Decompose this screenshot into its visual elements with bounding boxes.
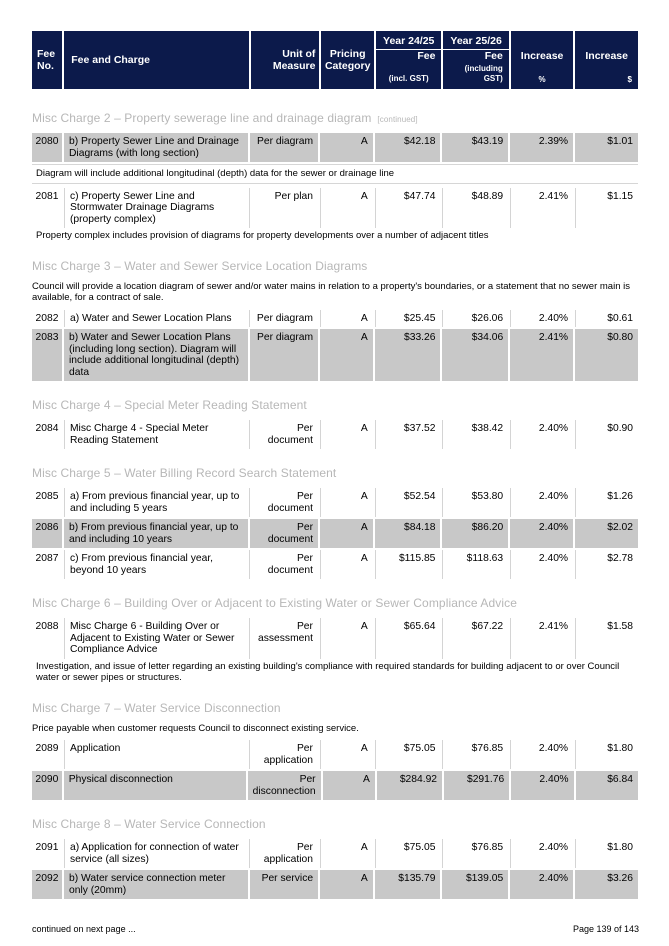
section-title: Misc Charge 3 – Water and Sewer Service Location Diagrams	[32, 258, 368, 273]
increase-pct: 2.41%	[510, 618, 573, 659]
fee-no: 2091	[32, 839, 62, 868]
table-row	[32, 550, 638, 579]
unit-of-measure: Per diagram	[250, 133, 318, 162]
header-year-2526-label: Year 25/26	[450, 35, 502, 47]
header-fee-no: Fee No.	[32, 31, 62, 89]
header-increase-pct-sub: %	[538, 75, 546, 84]
table-row	[32, 188, 638, 229]
table-row	[32, 519, 638, 548]
fee-2425: $42.18	[375, 133, 441, 162]
fee-description: Misc Charge 6 - Building Over or Adjacent to Existing Water or Sewer Compliance Advice	[64, 618, 248, 659]
page-number: Page 139 of 143	[572, 924, 639, 934]
fee-2425: $33.26	[375, 329, 441, 381]
fee-no: 2087	[32, 550, 62, 579]
table-row	[32, 870, 638, 899]
fee-description: Application	[64, 740, 248, 769]
continued-label: [continued]	[377, 115, 418, 124]
section-note: Price payable when customer requests Council to disconnect existing service.	[32, 722, 359, 734]
fee-2526: $139.05	[442, 870, 508, 899]
fee-2526: $38.42	[442, 420, 508, 449]
fee-no: 2081	[32, 188, 62, 229]
increase-dol: $1.01	[575, 133, 638, 162]
section-title: Misc Charge 6 – Building Over or Adjacent to Existing Water or Sewer Compliance Advice	[32, 596, 518, 610]
pricing-category: A	[320, 488, 373, 517]
fee-2526: $118.63	[442, 550, 508, 579]
fee-no: 2082	[32, 310, 62, 328]
continued-note: continued on next page ...	[32, 924, 136, 934]
unit-of-measure: Per document	[249, 550, 318, 579]
section-title: Misc Charge 5 – Water Billing Record Search Statement	[32, 466, 337, 480]
unit-of-measure: Per service	[250, 870, 318, 899]
section-title: Misc Charge 4 – Special Meter Reading Statement	[32, 398, 307, 412]
fee-2526: $34.06	[442, 329, 508, 381]
fee-no: 2084	[32, 420, 62, 449]
increase-pct: 2.40%	[510, 870, 573, 899]
unit-of-measure: Per diagram	[250, 329, 318, 381]
fee-2425: $52.54	[375, 488, 441, 517]
fee-description: a) Water and Sewer Location Plans	[64, 310, 248, 328]
unit-of-measure: Per document	[250, 519, 318, 548]
pricing-category: A	[320, 618, 373, 659]
fee-description: Misc Charge 4 - Special Meter Reading Statement	[64, 420, 248, 449]
pricing-category: A	[320, 839, 373, 868]
unit-of-measure: Per application	[249, 839, 318, 868]
increase-dol: $0.80	[575, 329, 638, 381]
increase-pct: 2.40%	[510, 519, 573, 548]
pricing-category: A	[320, 519, 373, 548]
fee-no: 2090	[32, 771, 62, 800]
unit-of-measure: Per plan	[249, 188, 318, 229]
pricing-category: A	[320, 550, 373, 579]
increase-dol: $0.90	[575, 420, 638, 449]
section-note: Investigation, and issue of letter regarding an existing building's compliance with required standards for building adjacent to or over Council water or sewer pipes or structures.	[36, 660, 620, 683]
unit-of-measure: Per document	[249, 488, 318, 517]
pricing-category: A	[320, 133, 373, 162]
fee-description: Physical disconnection	[64, 771, 246, 800]
fee-no: 2086	[32, 519, 62, 548]
fee-schedule-page	[32, 31, 638, 901]
increase-pct: 2.39%	[510, 133, 573, 162]
header-increase-pct	[511, 31, 574, 89]
fee-description: b) Water and Sewer Location Plans (including long section). Diagram will include additional longitudinal (depth) data	[64, 329, 248, 381]
increase-dol: $0.61	[575, 310, 638, 328]
increase-dol: $1.26	[575, 488, 638, 517]
fee-description: a) Application for connection of water service (all sizes)	[64, 839, 248, 868]
header-year-2526-fee: Fee	[484, 50, 503, 62]
section-title	[32, 111, 638, 125]
fee-2425: $37.52	[375, 420, 441, 449]
table-row	[32, 839, 638, 868]
header-increase-dol	[575, 31, 638, 89]
fee-no: 2089	[32, 740, 62, 769]
section-title: Misc Charge 7 – Water Service Disconnection	[32, 700, 281, 715]
increase-pct: 2.40%	[510, 488, 573, 517]
fee-2425: $25.45	[375, 310, 441, 328]
fee-2526: $53.80	[442, 488, 508, 517]
header-year-2425-sub: (incl. GST)	[388, 74, 429, 83]
fee-2425: $115.85	[375, 550, 441, 579]
increase-pct: 2.40%	[510, 310, 573, 328]
increase-dol: $1.80	[575, 839, 638, 868]
header-increase-pct-label: Increase	[520, 50, 564, 62]
fee-2425: $65.64	[375, 618, 441, 659]
fee-no: 2092	[32, 870, 62, 899]
header-increase-dol-sub: $	[627, 75, 632, 84]
fee-2425: $135.79	[375, 870, 441, 899]
fee-2526: $86.20	[442, 519, 508, 548]
fee-2526: $76.85	[442, 740, 508, 769]
page-footer	[32, 924, 639, 934]
fee-description: c) From previous financial year, beyond 10 years	[64, 550, 248, 579]
pricing-category: A	[320, 329, 373, 381]
increase-pct: 2.41%	[510, 329, 573, 381]
fee-2526: $43.19	[442, 133, 508, 162]
fee-2425: $75.05	[375, 740, 441, 769]
section-title-text: Misc Charge 2 – Property sewerage line and drainage diagram	[32, 111, 372, 125]
table-row	[32, 618, 638, 659]
row-note: Diagram will include additional longitudinal (depth) data for the sewer or drainage line	[32, 164, 638, 184]
increase-pct: 2.40%	[510, 550, 573, 579]
increase-pct: 2.40%	[511, 771, 573, 800]
unit-of-measure: Per disconnection	[248, 771, 321, 800]
fee-2526: $48.89	[442, 188, 508, 229]
fee-no: 2085	[32, 488, 62, 517]
pricing-category: A	[320, 870, 373, 899]
header-unit: Unit of Measure	[251, 31, 320, 89]
fee-2425: $84.18	[375, 519, 441, 548]
increase-dol: $2.78	[575, 550, 638, 579]
unit-of-measure: Per diagram	[249, 310, 318, 328]
header-year-2526-sub: (including GST)	[464, 64, 503, 83]
fee-no: 2080	[32, 133, 62, 162]
pricing-category: A	[323, 771, 375, 800]
increase-pct: 2.40%	[510, 420, 573, 449]
header-year-2425	[376, 31, 441, 89]
fee-no: 2088	[32, 618, 62, 659]
increase-dol: $3.26	[575, 870, 638, 899]
increase-pct: 2.40%	[510, 740, 573, 769]
fee-2425: $47.74	[375, 188, 441, 229]
header-year-2526	[443, 31, 508, 89]
unit-of-measure: Per application	[249, 740, 318, 769]
fee-2425: $75.05	[375, 839, 441, 868]
table-row	[32, 310, 638, 328]
increase-pct: 2.40%	[510, 839, 573, 868]
increase-dol: $6.84	[576, 771, 638, 800]
fee-2425: $284.92	[377, 771, 442, 800]
fee-description: c) Property Sewer Line and Stormwater Drainage Diagrams (property complex)	[64, 188, 248, 229]
increase-pct: 2.41%	[510, 188, 573, 229]
row-note: Property complex includes provision of diagrams for property developments over a number of adjacent titles	[36, 230, 489, 241]
table-row	[32, 488, 638, 517]
table-row	[32, 329, 638, 381]
table-row	[32, 420, 638, 449]
table-row	[32, 133, 638, 162]
fee-description: b) Property Sewer Line and Drainage Diagrams (with long section)	[64, 133, 248, 162]
header-year-2425-label: Year 24/25	[383, 35, 435, 47]
table-header	[32, 31, 638, 89]
increase-dol: $1.58	[575, 618, 638, 659]
pricing-category: A	[320, 188, 373, 229]
fee-2526: $26.06	[442, 310, 508, 328]
table-row	[32, 740, 638, 769]
fee-description: a) From previous financial year, up to and including 5 years	[64, 488, 248, 517]
increase-dol: $2.02	[575, 519, 638, 548]
table-row	[32, 771, 638, 800]
section-title: Misc Charge 8 – Water Service Connection	[32, 817, 266, 831]
header-fee-charge: Fee and Charge	[64, 31, 249, 89]
pricing-category: A	[320, 310, 373, 328]
unit-of-measure: Per document	[249, 420, 318, 449]
header-year-2425-fee: Fee	[417, 50, 436, 62]
unit-of-measure: Per assessment	[249, 618, 318, 659]
fee-2526: $67.22	[442, 618, 508, 659]
pricing-category: A	[320, 420, 373, 449]
fee-description: b) From previous financial year, up to and including 10 years	[64, 519, 248, 548]
section-note: Council will provide a location diagram of sewer and/or water mains in relation to a property's boundaries, or a statement that no sewer main is available, for a contract of sale.	[32, 280, 630, 303]
fee-no: 2083	[32, 329, 62, 381]
fee-2526: $76.85	[442, 839, 508, 868]
pricing-category: A	[320, 740, 373, 769]
fee-description: b) Water service connection meter only (20mm)	[64, 870, 248, 899]
header-increase-dol-label: Increase	[585, 50, 628, 62]
increase-dol: $1.15	[575, 188, 638, 229]
increase-dol: $1.80	[575, 740, 638, 769]
fee-2526: $291.76	[444, 771, 509, 800]
header-pricing: Pricing Category	[321, 31, 374, 89]
